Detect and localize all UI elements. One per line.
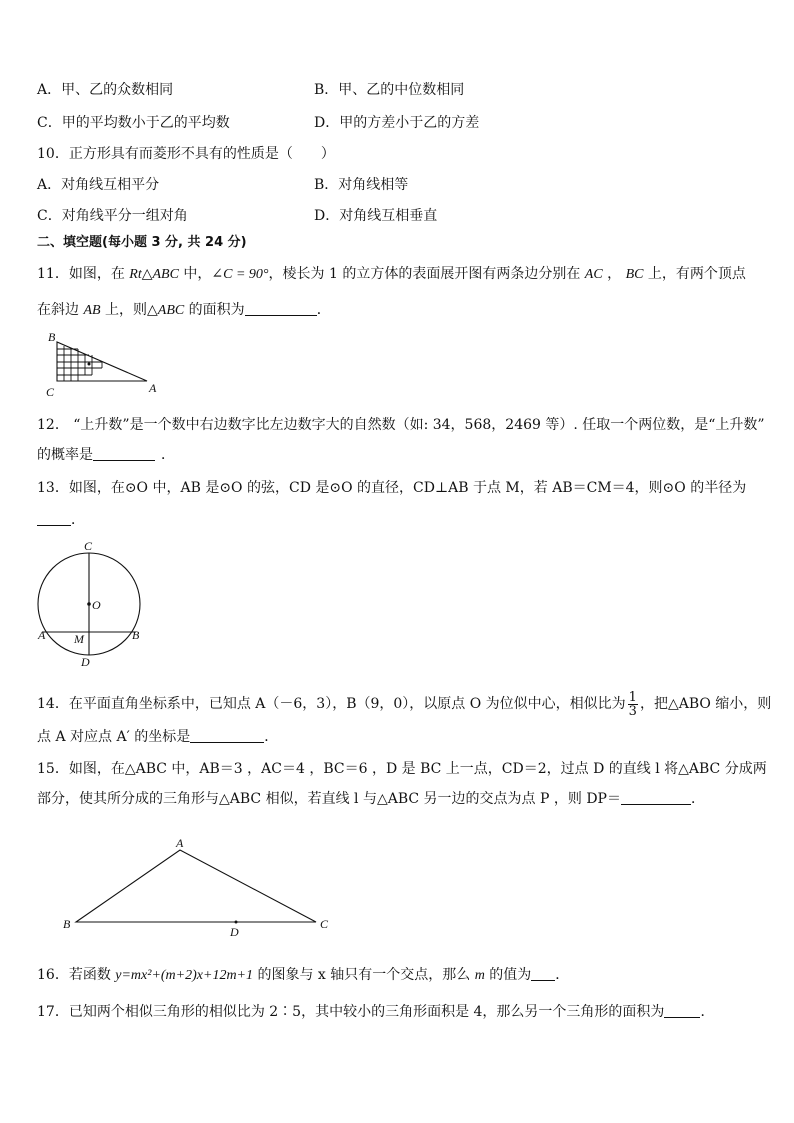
q17-end: ．	[700, 1004, 715, 1020]
q16-answer-blank[interactable]	[531, 966, 555, 981]
q11-text: 的面积为	[184, 302, 245, 318]
q11-ab: AB	[83, 303, 101, 318]
q11-rt: Rt	[129, 267, 142, 282]
q13-answer-blank[interactable]	[37, 511, 71, 526]
q14-text: 14．在平面直角坐标系中，已知点 A（－6，3），B（9，0），以原点 O 为位似中心，相似比为	[37, 696, 626, 712]
q15-label-d: D	[230, 925, 239, 939]
q9-option-a: A．甲、乙的众数相同	[37, 82, 174, 98]
q14-line-1	[37, 690, 771, 718]
q16-variable-m: m	[474, 968, 485, 983]
q10-option-d: D．对角线互相垂直	[314, 208, 438, 224]
q12-answer-blank[interactable]	[93, 446, 155, 461]
q15-line-2	[37, 789, 705, 809]
q11-abc: ABC	[152, 267, 179, 282]
q16-text: 的值为	[484, 967, 532, 983]
q11-label-a: A	[149, 381, 157, 395]
q14-fraction	[628, 691, 638, 718]
q16-function-expression: y=mx²+(m+2)x+12m+1	[115, 968, 253, 983]
q16-end: ．	[555, 967, 570, 983]
q15-answer-blank[interactable]	[621, 790, 691, 805]
q11-figure	[40, 330, 170, 402]
q13-label-c: C	[84, 539, 93, 553]
q13-label-m: M	[74, 632, 84, 646]
q14-fraction-denominator: 3	[628, 703, 637, 719]
q14-end: ．	[264, 729, 279, 745]
q11-text: ，棱长为 1 的立方体的表面展开图有两条边分别在	[268, 266, 585, 282]
q14-text: ，把△ABO 缩小，则	[639, 696, 772, 712]
q11-text: 11．如图，在	[37, 266, 130, 282]
q15-end: ．	[690, 791, 705, 807]
q12-end: ．	[161, 447, 175, 463]
q11-text: 中，	[178, 266, 212, 282]
q11-label-c: C	[46, 385, 55, 399]
q10-option-c: C．对角线平分一组对角	[37, 208, 188, 224]
q11-line-2	[37, 300, 331, 321]
q14-fraction-numerator: 1	[628, 689, 637, 705]
q11-ac: AC	[584, 267, 603, 282]
q15-label-c: C	[320, 917, 329, 931]
q11-bc: BC	[625, 267, 644, 282]
q11-triangle-symbol: △	[141, 266, 153, 282]
q13-line-1: 13．如图，在⊙O 中，AB 是⊙O 的弦，CD 是⊙O 的直径，CD⊥AB 于点 M，若 AB＝CM＝4，则⊙O 的半径为	[37, 480, 747, 496]
q16-line	[37, 965, 569, 986]
q9-option-d: D．甲的方差小于乙的方差	[314, 115, 480, 131]
q15-point-d	[235, 921, 238, 924]
q12-line-1: 12． “上升数”是一个数中右边数字比左边数字大的自然数（如: 34，568，2469 等）. 任取一个两位数，是“上升数”	[37, 417, 765, 433]
q15-text: 部分，使其所分成的三角形与△ABC 相似，若直线 l 与△ABC 另一边的交点为点 P ，则 DP＝	[37, 791, 621, 807]
q11-text: 在斜边	[37, 302, 84, 318]
q13-end: ．	[71, 512, 85, 528]
q14-text: 点 A 对应点 A′ 的坐标是	[37, 729, 191, 745]
q11-text: 上，则△	[100, 302, 158, 318]
q16-text: 的图象与 x 轴只有一个交点，那么	[253, 967, 475, 983]
q15-figure	[60, 835, 340, 940]
q11-dot	[88, 363, 91, 366]
q11-abc2: ABC	[157, 303, 185, 318]
q13-center-dot	[87, 602, 91, 606]
q10-option-b: B．对角线相等	[314, 177, 409, 193]
q13-label-o: O	[92, 598, 101, 612]
q14-line-2	[37, 727, 278, 747]
q11-label-b: B	[48, 330, 56, 344]
q14-answer-blank[interactable]	[190, 728, 264, 743]
q13-figure	[30, 538, 150, 670]
q15-label-b: B	[63, 917, 71, 931]
q13-label-a: A	[38, 628, 46, 642]
q11-angle: ∠C = 90°	[211, 267, 269, 282]
q11-answer-blank[interactable]	[245, 301, 317, 316]
q11-line-1	[37, 264, 746, 285]
q9-option-c: C．甲的平均数小于乙的平均数	[37, 115, 230, 131]
q10-option-a: A．对角线互相平分	[37, 177, 160, 193]
q11-sep: ，	[602, 266, 626, 282]
section-heading-fill-in: 二、填空题(每小题 3 分, 共 24 分)	[37, 235, 247, 250]
q9-option-b: B．甲、乙的中位数相同	[314, 82, 465, 98]
q17-line	[37, 1002, 714, 1022]
q12-text: 的概率是	[37, 447, 93, 463]
q12-line-2	[37, 445, 175, 465]
q11-end: ．	[316, 302, 331, 318]
q15-label-a: A	[176, 836, 184, 850]
q11-text: 上，有两个顶点	[643, 266, 746, 282]
q17-answer-blank[interactable]	[664, 1003, 700, 1018]
q13-label-b: B	[132, 628, 140, 642]
q17-text: 17．已知两个相似三角形的相似比为 2∶5，其中较小的三角形面积是 4，那么另一个三角形的面积为	[37, 1004, 665, 1020]
q13-label-d: D	[81, 655, 90, 669]
q15-line-1: 15．如图，在△ABC 中，AB＝3 ，AC＝4 ，BC＝6 ，D 是 BC 上一点，CD＝2，过点 D 的直线 l 将△ABC 分成两	[37, 761, 767, 777]
q13-line-2	[37, 510, 85, 530]
q10-stem: 10．正方形具有而菱形不具有的性质是（ ）	[37, 146, 335, 162]
q15-triangle	[76, 850, 316, 922]
q16-text: 16．若函数	[37, 967, 116, 983]
